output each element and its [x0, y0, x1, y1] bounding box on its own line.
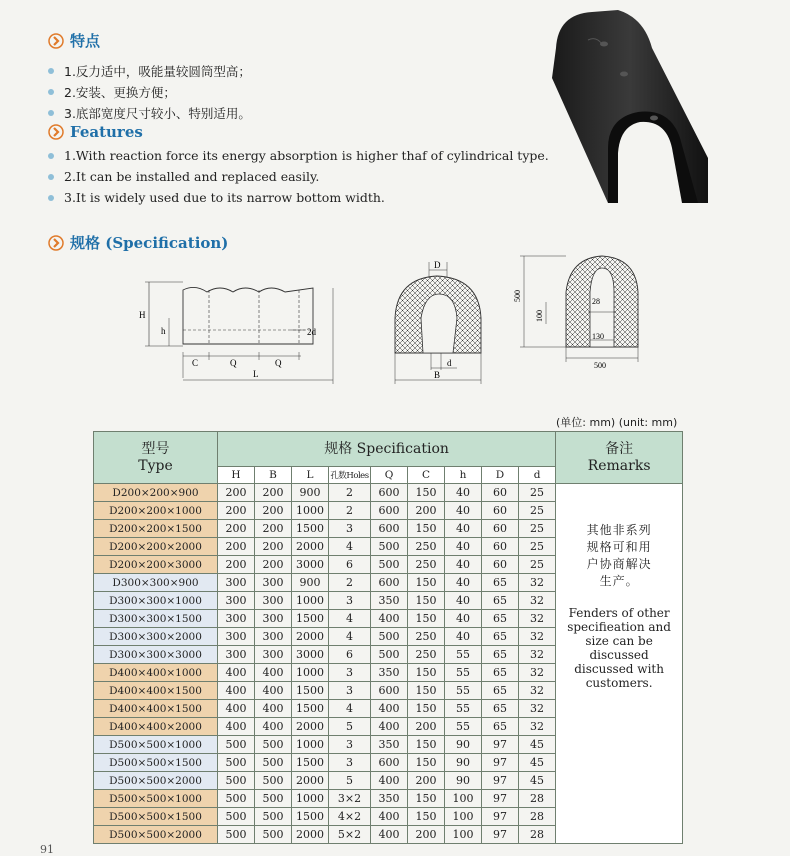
value-cell-holes: 4 [329, 700, 371, 718]
value-cell-holes: 6 [329, 556, 371, 574]
value-cell-H: 500 [218, 754, 255, 772]
type-cell: D400×400×2000 [94, 718, 218, 736]
value-cell-H: 200 [218, 556, 255, 574]
value-cell-d: 25 [519, 520, 556, 538]
value-cell-Q: 600 [371, 520, 408, 538]
column-header: Q [371, 467, 408, 484]
bullet-dot-icon [48, 153, 54, 159]
value-cell-C: 200 [408, 772, 445, 790]
type-cell: D200×200×900 [94, 484, 218, 502]
value-cell-D: 97 [482, 808, 519, 826]
type-cell: D500×500×2000 [94, 772, 218, 790]
bullet-dot-icon [48, 174, 54, 180]
value-cell-H: 200 [218, 502, 255, 520]
dim-d-label: d [447, 358, 452, 368]
value-cell-D: 97 [482, 772, 519, 790]
value-cell-Q: 600 [371, 484, 408, 502]
value-cell-C: 150 [408, 790, 445, 808]
value-cell-holes: 3 [329, 754, 371, 772]
value-cell-H: 500 [218, 772, 255, 790]
value-cell-L: 2000 [292, 826, 329, 844]
value-cell-B: 200 [255, 556, 292, 574]
value-cell-L: 1500 [292, 700, 329, 718]
value-cell-L: 1500 [292, 682, 329, 700]
value-cell-C: 150 [408, 736, 445, 754]
dim-H-label: H [139, 310, 146, 320]
remarks-en-line: specifieation and [567, 620, 671, 634]
value-cell-B: 400 [255, 682, 292, 700]
value-cell-holes: 3×2 [329, 790, 371, 808]
dim-D-label: D [434, 260, 441, 270]
chevron-right-icon [48, 33, 64, 49]
chevron-right-icon [48, 124, 64, 140]
value-cell-holes: 6 [329, 646, 371, 664]
remarks-cn-line: 其他非系列 [586, 523, 652, 537]
spec-header: 规格 Specification [218, 432, 556, 467]
value-cell-B: 300 [255, 610, 292, 628]
value-cell-h: 90 [445, 772, 482, 790]
value-cell-D: 97 [482, 736, 519, 754]
type-cell: D300×300×1500 [94, 610, 218, 628]
dim-28-label: 28 [592, 297, 600, 306]
value-cell-holes: 3 [329, 592, 371, 610]
value-cell-h: 40 [445, 628, 482, 646]
value-cell-L: 3000 [292, 556, 329, 574]
value-cell-Q: 400 [371, 700, 408, 718]
value-cell-H: 500 [218, 808, 255, 826]
value-cell-B: 500 [255, 736, 292, 754]
value-cell-Q: 350 [371, 592, 408, 610]
value-cell-L: 2000 [292, 772, 329, 790]
type-cell: D200×200×1500 [94, 520, 218, 538]
value-cell-h: 55 [445, 700, 482, 718]
value-cell-h: 40 [445, 556, 482, 574]
dim-500-width-label: 500 [594, 361, 606, 370]
value-cell-H: 300 [218, 646, 255, 664]
value-cell-holes: 2 [329, 574, 371, 592]
value-cell-holes: 4×2 [329, 808, 371, 826]
value-cell-D: 97 [482, 826, 519, 844]
value-cell-h: 40 [445, 574, 482, 592]
value-cell-h: 40 [445, 610, 482, 628]
type-cell: D400×400×1000 [94, 664, 218, 682]
value-cell-Q: 400 [371, 610, 408, 628]
type-cell: D200×200×1000 [94, 502, 218, 520]
value-cell-C: 250 [408, 538, 445, 556]
chevron-right-icon [48, 235, 64, 251]
value-cell-h: 55 [445, 646, 482, 664]
remarks-en-line: size can be discussed [585, 634, 653, 662]
value-cell-C: 150 [408, 484, 445, 502]
column-header: L [292, 467, 329, 484]
list-item: 2.安装、更换方便； [48, 81, 251, 102]
column-header: H [218, 467, 255, 484]
type-cell: D500×500×2000 [94, 826, 218, 844]
column-header: D [482, 467, 519, 484]
dim-Q1-label: Q [230, 358, 237, 368]
value-cell-C: 150 [408, 664, 445, 682]
dim-130-label: 130 [592, 332, 604, 341]
column-header: 孔数Holes [329, 467, 371, 484]
value-cell-C: 150 [408, 574, 445, 592]
type-cell: D400×400×1500 [94, 700, 218, 718]
value-cell-H: 200 [218, 520, 255, 538]
value-cell-C: 250 [408, 646, 445, 664]
value-cell-B: 300 [255, 646, 292, 664]
value-cell-Q: 600 [371, 574, 408, 592]
value-cell-B: 500 [255, 790, 292, 808]
value-cell-D: 65 [482, 682, 519, 700]
value-cell-B: 200 [255, 520, 292, 538]
value-cell-C: 150 [408, 700, 445, 718]
value-cell-d: 25 [519, 484, 556, 502]
value-cell-B: 400 [255, 718, 292, 736]
value-cell-d: 25 [519, 538, 556, 556]
type-cell: D500×500×1500 [94, 808, 218, 826]
value-cell-d: 28 [519, 808, 556, 826]
value-cell-H: 200 [218, 484, 255, 502]
value-cell-D: 65 [482, 574, 519, 592]
list-item: 3.底部宽度尺寸较小、特别适用。 [48, 102, 251, 123]
value-cell-D: 65 [482, 700, 519, 718]
value-cell-Q: 500 [371, 538, 408, 556]
list-item: 1.With reaction force its energy absorption is higher thaf of cylindrical type. [48, 145, 549, 166]
value-cell-L: 1500 [292, 808, 329, 826]
column-header: C [408, 467, 445, 484]
type-cell: D400×400×1500 [94, 682, 218, 700]
value-cell-Q: 600 [371, 502, 408, 520]
value-cell-d: 32 [519, 664, 556, 682]
type-cell: D500×500×1000 [94, 790, 218, 808]
value-cell-Q: 500 [371, 646, 408, 664]
type-cell: D500×500×1000 [94, 736, 218, 754]
features-en-heading [48, 123, 143, 141]
features-en-title: Features [70, 123, 143, 141]
value-cell-holes: 4 [329, 628, 371, 646]
value-cell-B: 200 [255, 484, 292, 502]
value-cell-d: 32 [519, 592, 556, 610]
value-cell-Q: 500 [371, 628, 408, 646]
value-cell-L: 1000 [292, 664, 329, 682]
value-cell-holes: 4 [329, 538, 371, 556]
dim-B-label: B [434, 370, 441, 380]
value-cell-d: 45 [519, 754, 556, 772]
value-cell-C: 150 [408, 808, 445, 826]
value-cell-holes: 2 [329, 484, 371, 502]
value-cell-h: 40 [445, 538, 482, 556]
remarks-cn-line: 户协商解决 [586, 557, 652, 571]
value-cell-C: 150 [408, 682, 445, 700]
dim-h-label: h [161, 326, 166, 336]
value-cell-h: 100 [445, 826, 482, 844]
features-cn-list [48, 60, 251, 123]
remarks-en-line: Fenders of other [568, 606, 670, 620]
spec-heading [48, 232, 228, 253]
value-cell-H: 400 [218, 700, 255, 718]
spec-title: 规格 (Specification) [70, 234, 229, 252]
value-cell-h: 55 [445, 718, 482, 736]
value-cell-h: 40 [445, 520, 482, 538]
bullet-dot-icon [48, 110, 54, 116]
value-cell-d: 32 [519, 682, 556, 700]
value-cell-holes: 5×2 [329, 826, 371, 844]
value-cell-Q: 400 [371, 808, 408, 826]
value-cell-h: 90 [445, 754, 482, 772]
type-cell: D200×200×3000 [94, 556, 218, 574]
value-cell-h: 100 [445, 790, 482, 808]
value-cell-Q: 400 [371, 826, 408, 844]
value-cell-d: 25 [519, 556, 556, 574]
value-cell-C: 200 [408, 502, 445, 520]
value-cell-D: 65 [482, 664, 519, 682]
type-cell: D300×300×900 [94, 574, 218, 592]
value-cell-d: 25 [519, 502, 556, 520]
value-cell-B: 200 [255, 538, 292, 556]
value-cell-Q: 350 [371, 736, 408, 754]
page-number: 91 [40, 843, 54, 856]
bullet-dot-icon [48, 195, 54, 201]
dim-L-label: L [253, 369, 259, 379]
value-cell-H: 400 [218, 718, 255, 736]
value-cell-holes: 5 [329, 772, 371, 790]
value-cell-holes: 4 [329, 610, 371, 628]
list-item: 1.反力适中，吸能量较圆筒型高； [48, 60, 251, 81]
column-header: B [255, 467, 292, 484]
value-cell-C: 200 [408, 718, 445, 736]
remarks-en-line: customers. [585, 676, 653, 690]
value-cell-D: 60 [482, 538, 519, 556]
value-cell-d: 28 [519, 826, 556, 844]
d500-section-diagram [510, 252, 645, 377]
value-cell-L: 1500 [292, 520, 329, 538]
remarks-en-line: discussed with [574, 662, 664, 676]
value-cell-D: 65 [482, 628, 519, 646]
value-cell-C: 250 [408, 556, 445, 574]
value-cell-H: 300 [218, 628, 255, 646]
value-cell-H: 300 [218, 610, 255, 628]
value-cell-Q: 500 [371, 556, 408, 574]
value-cell-H: 400 [218, 682, 255, 700]
type-cell: D300×300×2000 [94, 628, 218, 646]
type-cell: D200×200×2000 [94, 538, 218, 556]
dim-100-label: 100 [535, 310, 544, 322]
value-cell-H: 300 [218, 574, 255, 592]
dim-500-height-label: 500 [513, 290, 522, 302]
value-cell-Q: 400 [371, 772, 408, 790]
value-cell-d: 32 [519, 628, 556, 646]
value-cell-L: 900 [292, 574, 329, 592]
value-cell-D: 60 [482, 556, 519, 574]
value-cell-holes: 3 [329, 736, 371, 754]
value-cell-holes: 2 [329, 502, 371, 520]
value-cell-D: 60 [482, 520, 519, 538]
value-cell-C: 150 [408, 592, 445, 610]
value-cell-B: 300 [255, 628, 292, 646]
value-cell-L: 2000 [292, 538, 329, 556]
value-cell-d: 32 [519, 646, 556, 664]
remarks-cn-line: 生产。 [599, 574, 639, 588]
type-header: 型号 Type [94, 432, 218, 484]
bullet-dot-icon [48, 89, 54, 95]
value-cell-H: 500 [218, 826, 255, 844]
value-cell-Q: 400 [371, 718, 408, 736]
value-cell-Q: 350 [371, 790, 408, 808]
value-cell-holes: 3 [329, 664, 371, 682]
list-item: 3.It is widely used due to its narrow bottom width. [48, 187, 549, 208]
value-cell-h: 40 [445, 592, 482, 610]
value-cell-h: 40 [445, 484, 482, 502]
remarks-cell [556, 484, 683, 844]
value-cell-holes: 3 [329, 682, 371, 700]
value-cell-D: 97 [482, 790, 519, 808]
remarks-cn-line: 规格可和用 [586, 540, 652, 554]
value-cell-C: 150 [408, 754, 445, 772]
value-cell-B: 500 [255, 826, 292, 844]
value-cell-d: 32 [519, 610, 556, 628]
type-cell: D500×500×1500 [94, 754, 218, 772]
dim-Q2-label: Q [275, 358, 282, 368]
bullet-dot-icon [48, 68, 54, 74]
value-cell-C: 200 [408, 826, 445, 844]
value-cell-D: 65 [482, 610, 519, 628]
features-cn-title: 特点 [70, 32, 101, 50]
value-cell-H: 500 [218, 736, 255, 754]
value-cell-B: 500 [255, 808, 292, 826]
value-cell-C: 150 [408, 610, 445, 628]
value-cell-D: 65 [482, 718, 519, 736]
value-cell-L: 1000 [292, 736, 329, 754]
value-cell-H: 300 [218, 592, 255, 610]
value-cell-Q: 350 [371, 664, 408, 682]
value-cell-B: 500 [255, 754, 292, 772]
value-cell-L: 900 [292, 484, 329, 502]
value-cell-d: 28 [519, 790, 556, 808]
type-cell: D300×300×1000 [94, 592, 218, 610]
value-cell-D: 97 [482, 754, 519, 772]
value-cell-B: 300 [255, 574, 292, 592]
dim-2d-label: 2d [307, 327, 316, 337]
value-cell-H: 400 [218, 664, 255, 682]
value-cell-L: 1500 [292, 610, 329, 628]
value-cell-L: 2000 [292, 628, 329, 646]
d-fender-product-image [548, 8, 716, 213]
spec-table [93, 431, 683, 844]
value-cell-Q: 600 [371, 682, 408, 700]
type-cell: D300×300×3000 [94, 646, 218, 664]
value-cell-holes: 5 [329, 718, 371, 736]
value-cell-d: 32 [519, 718, 556, 736]
value-cell-D: 65 [482, 592, 519, 610]
side-view-diagram [135, 268, 340, 393]
value-cell-H: 500 [218, 790, 255, 808]
column-header: d [519, 467, 556, 484]
value-cell-B: 400 [255, 664, 292, 682]
value-cell-L: 1000 [292, 790, 329, 808]
value-cell-h: 90 [445, 736, 482, 754]
value-cell-L: 1000 [292, 592, 329, 610]
value-cell-B: 500 [255, 772, 292, 790]
unit-note: (单位: mm) (unit: mm) [556, 416, 678, 429]
value-cell-d: 45 [519, 772, 556, 790]
value-cell-H: 200 [218, 538, 255, 556]
value-cell-D: 60 [482, 484, 519, 502]
features-en-list [48, 145, 549, 208]
table-row [94, 484, 683, 502]
value-cell-L: 1000 [292, 502, 329, 520]
value-cell-L: 3000 [292, 646, 329, 664]
cross-section-diagram [385, 258, 495, 388]
value-cell-D: 60 [482, 502, 519, 520]
value-cell-Q: 600 [371, 754, 408, 772]
value-cell-h: 40 [445, 502, 482, 520]
column-header: h [445, 467, 482, 484]
value-cell-B: 200 [255, 502, 292, 520]
value-cell-D: 65 [482, 646, 519, 664]
value-cell-L: 1500 [292, 754, 329, 772]
value-cell-C: 250 [408, 628, 445, 646]
value-cell-holes: 3 [329, 520, 371, 538]
list-item: 2.It can be installed and replaced easily. [48, 166, 549, 187]
dim-C-label: C [192, 358, 199, 368]
remarks-header: 备注 Remarks [556, 432, 683, 484]
value-cell-C: 150 [408, 520, 445, 538]
value-cell-B: 400 [255, 700, 292, 718]
value-cell-h: 100 [445, 808, 482, 826]
value-cell-d: 45 [519, 736, 556, 754]
value-cell-L: 2000 [292, 718, 329, 736]
value-cell-h: 55 [445, 682, 482, 700]
value-cell-B: 300 [255, 592, 292, 610]
features-cn-heading [48, 30, 100, 51]
value-cell-d: 32 [519, 574, 556, 592]
value-cell-d: 32 [519, 700, 556, 718]
value-cell-h: 55 [445, 664, 482, 682]
